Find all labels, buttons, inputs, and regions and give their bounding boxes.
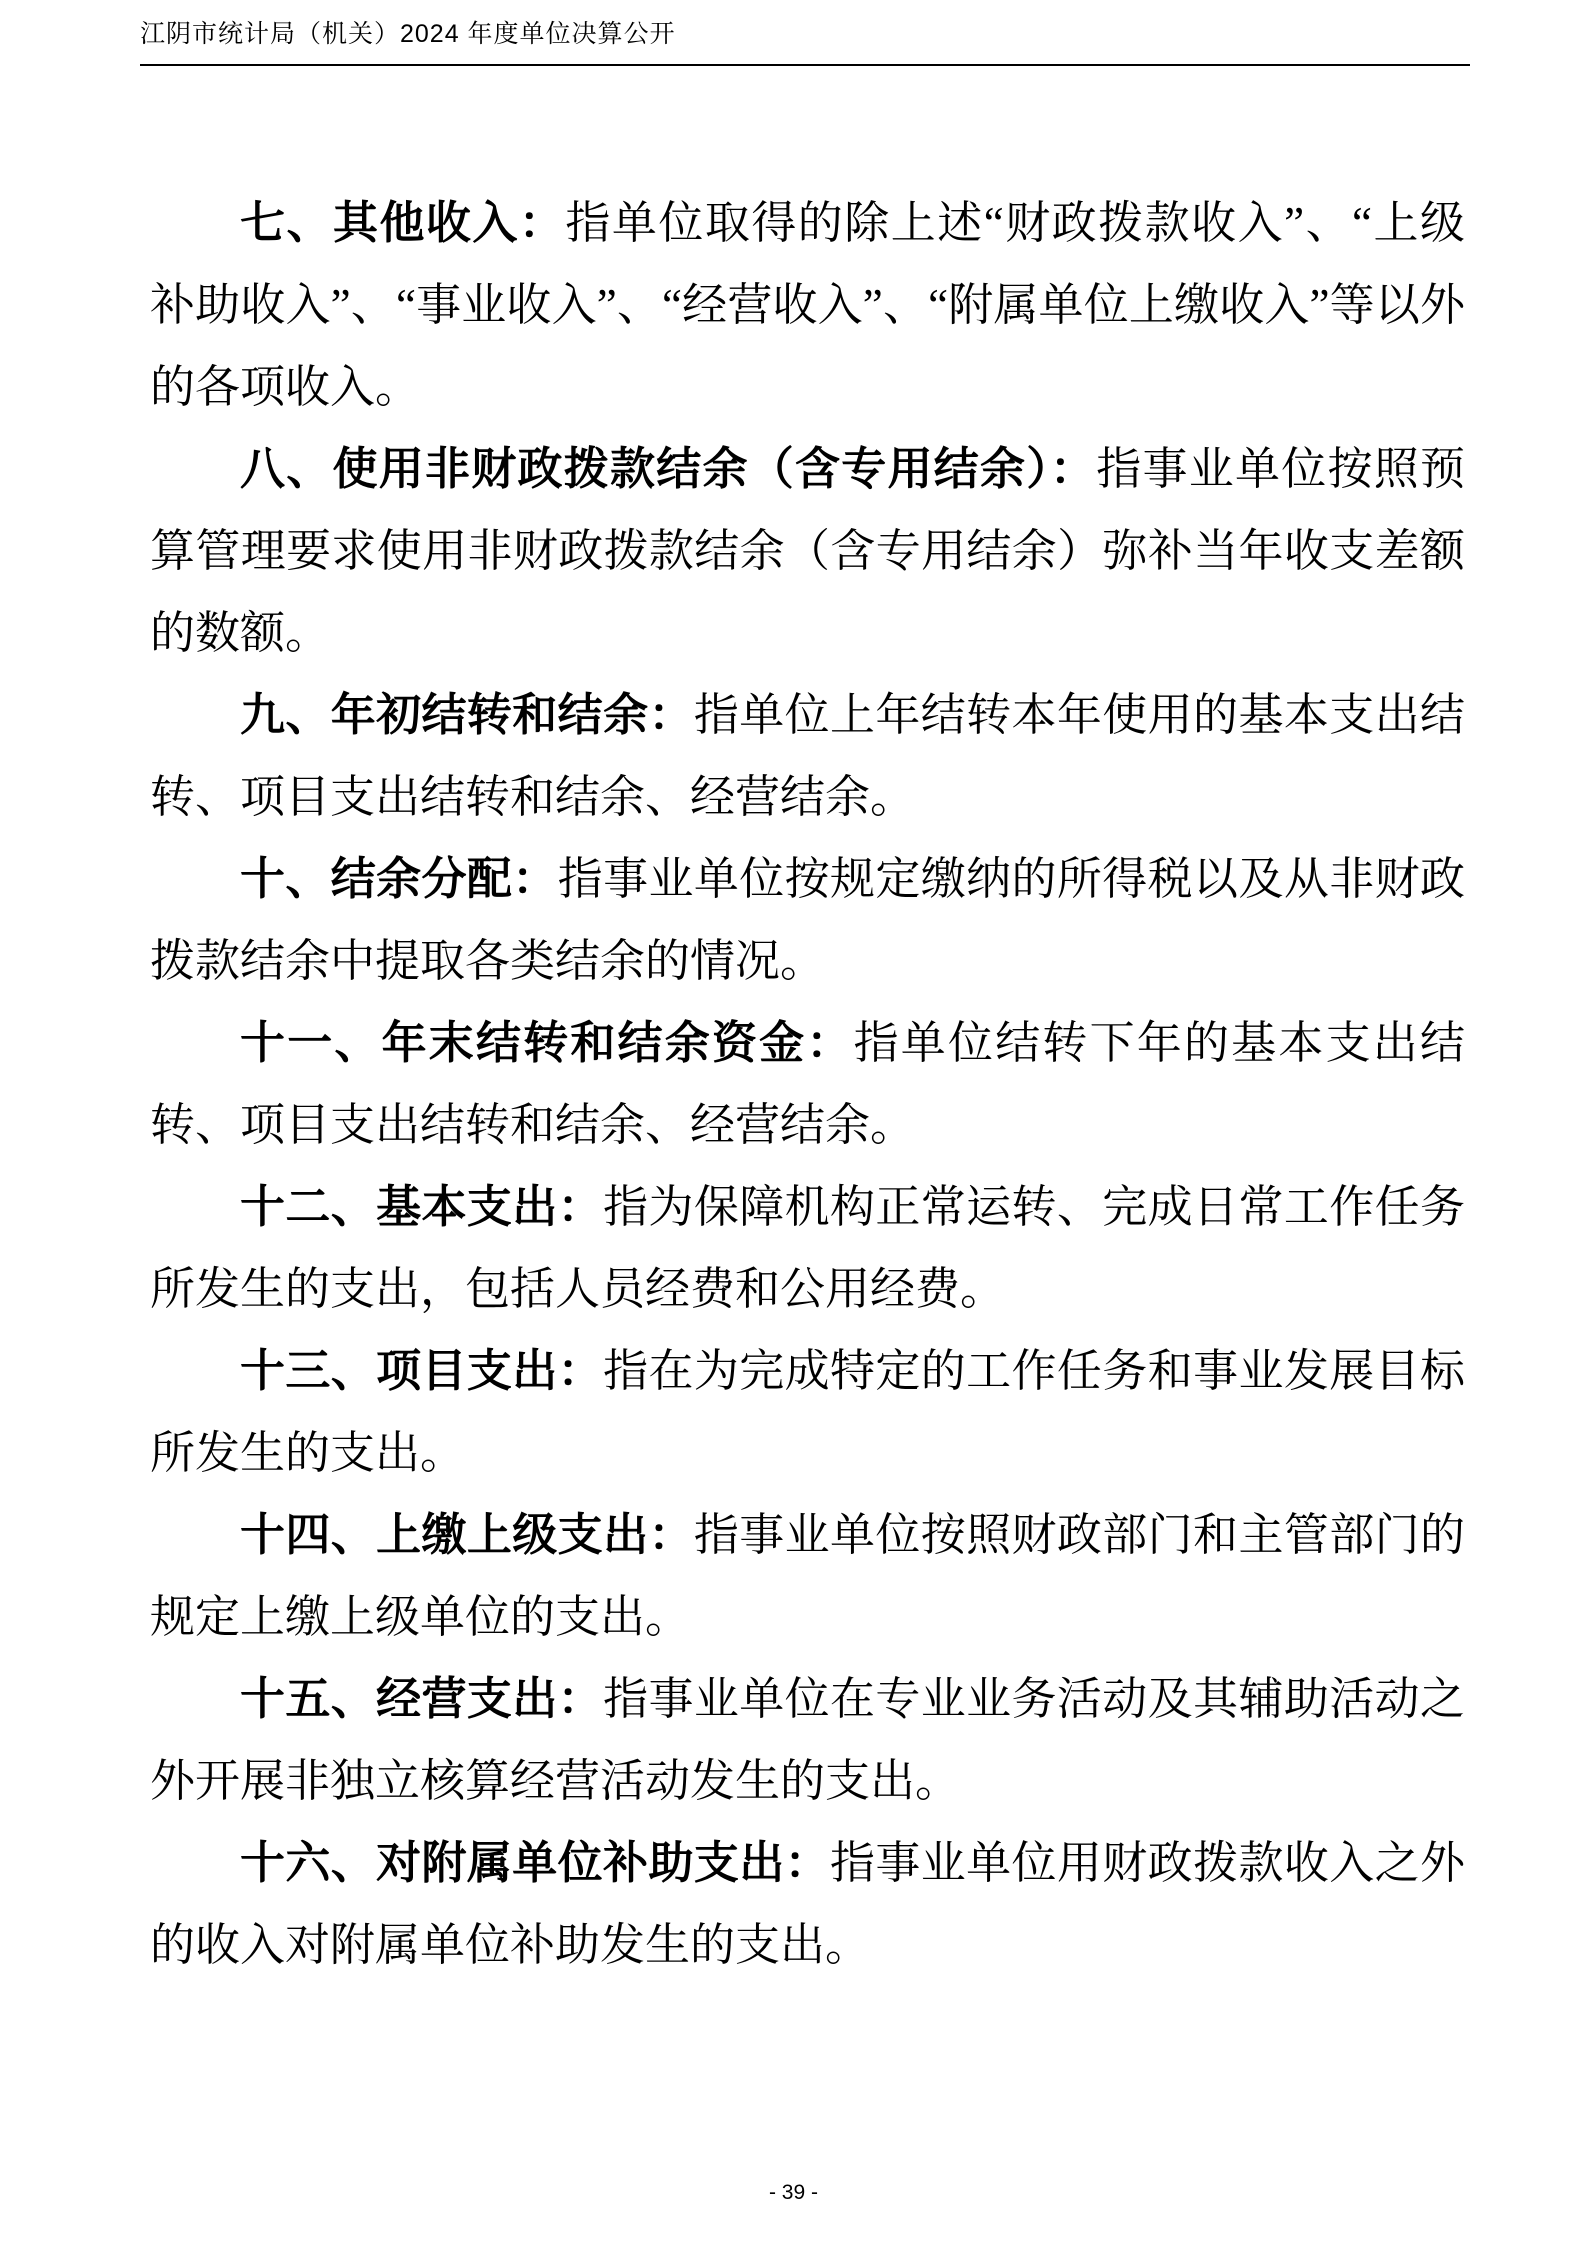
- definition-term: 十五、经营支出：: [240, 1674, 604, 1724]
- document-header: [140, 18, 1470, 66]
- definition-paragraph-11: [150, 1002, 1465, 1166]
- definition-text: 指单位结转下年的基本支出结转、项目支出结转和结余、经营结余。: [150, 1018, 1465, 1150]
- definition-term: 八、使用非财政拨款结余（含专用结余）：: [240, 444, 1097, 494]
- definition-paragraph-9: [150, 674, 1465, 838]
- definition-paragraph-10: [150, 838, 1465, 1002]
- definition-text: 指单位取得的除上述“财政拨款收入”、“上级补助收入”、“事业收入”、“经营收入”、“附属单位上缴收入”等以外的各项收入。: [150, 198, 1465, 412]
- definition-text: 指事业单位在专业业务活动及其辅助活动之外开展非独立核算经营活动发生的支出。: [150, 1674, 1465, 1806]
- definition-term: 十一、年末结转和结余资金：: [240, 1018, 854, 1068]
- definition-term: 七、其他收入：: [240, 198, 566, 248]
- definition-term: 十三、项目支出：: [240, 1346, 604, 1396]
- document-body: [150, 182, 1465, 1986]
- definition-text: 指事业单位按规定缴纳的所得税以及从非财政拨款结余中提取各类结余的情况。: [150, 854, 1465, 986]
- definition-paragraph-8: [150, 428, 1465, 674]
- page-number: - 39 -: [768, 2181, 818, 2204]
- definition-text: 指事业单位按照财政部门和主管部门的规定上缴上级单位的支出。: [150, 1510, 1465, 1642]
- definition-text: 指事业单位用财政拨款收入之外的收入对附属单位补助发生的支出。: [150, 1838, 1465, 1970]
- definition-text: 指在为完成特定的工作任务和事业发展目标所发生的支出。: [150, 1346, 1465, 1478]
- definition-paragraph-14: [150, 1494, 1465, 1658]
- definition-text: 指事业单位按照预算管理要求使用非财政拨款结余（含专用结余）弥补当年收支差额的数额。: [150, 444, 1465, 658]
- definition-term: 十四、上缴上级支出：: [240, 1510, 694, 1560]
- definition-paragraph-13: [150, 1330, 1465, 1494]
- document-header-title: 江阴市统计局（机关）2024 年度单位决算公开: [140, 20, 676, 48]
- definition-paragraph-7: [150, 182, 1465, 428]
- definition-term: 十二、基本支出：: [240, 1182, 604, 1232]
- definition-text: 指单位上年结转本年使用的基本支出结转、项目支出结转和结余、经营结余。: [150, 690, 1465, 822]
- definition-term: 十六、对附属单位补助支出：: [240, 1838, 830, 1888]
- definition-paragraph-15: [150, 1658, 1465, 1822]
- definition-paragraph-12: [150, 1166, 1465, 1330]
- definition-term: 十、结余分配：: [240, 854, 558, 904]
- definition-paragraph-16: [150, 1822, 1465, 1986]
- definition-term: 九、年初结转和结余：: [240, 690, 694, 740]
- definition-text: 指为保障机构正常运转、完成日常工作任务所发生的支出，包括人员经费和公用经费。: [150, 1182, 1465, 1314]
